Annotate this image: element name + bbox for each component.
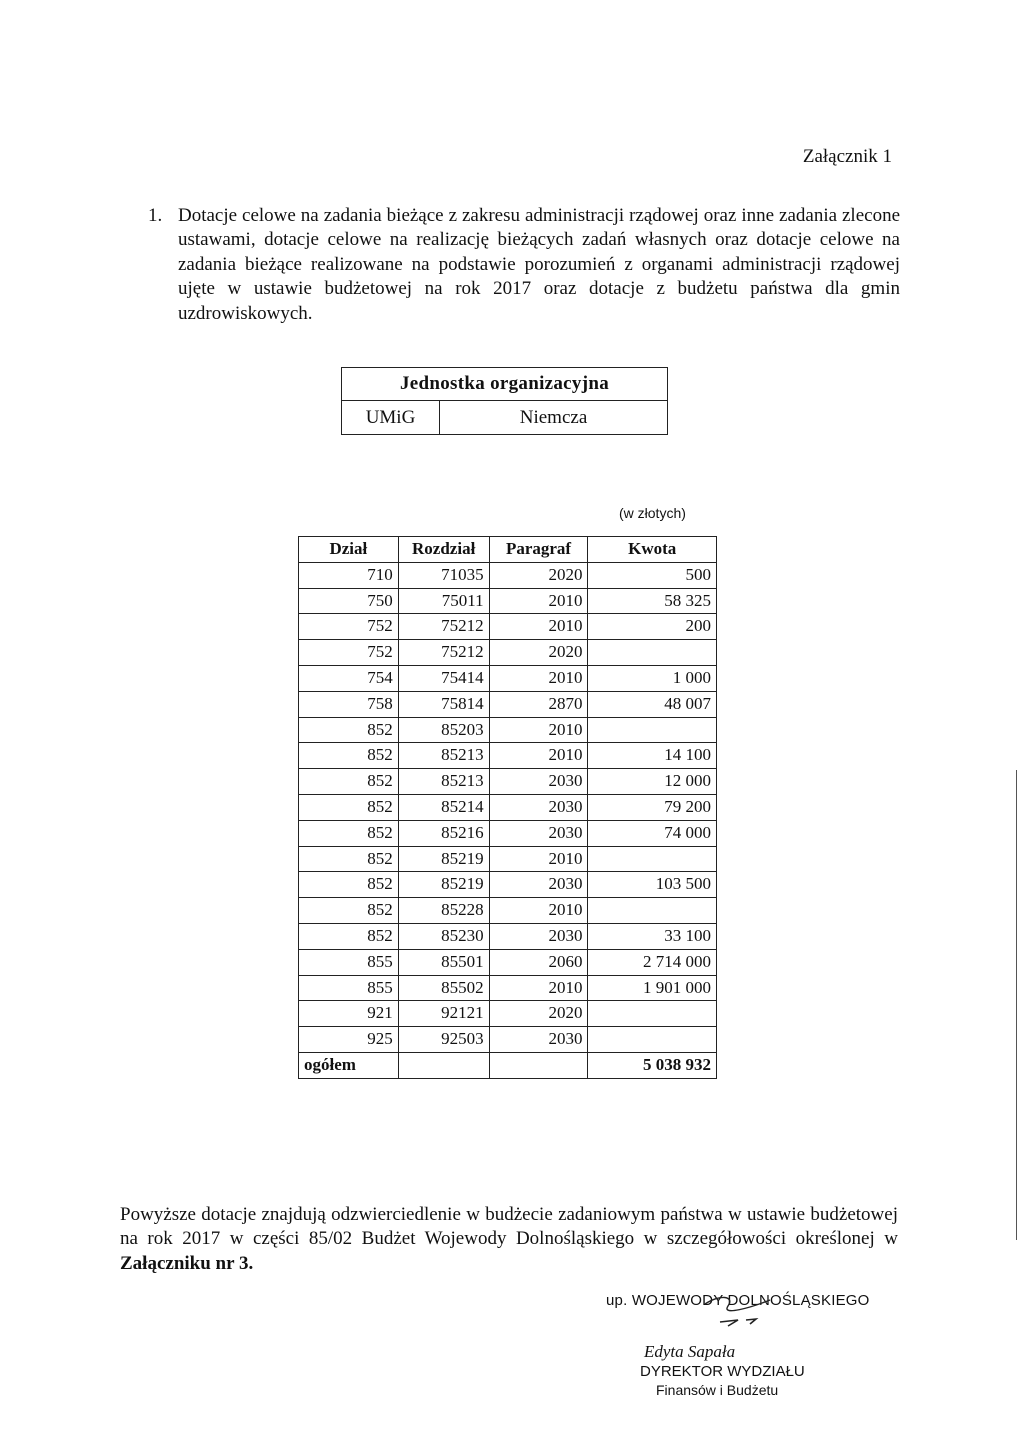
cell-rozdzial: 75212 [398,640,489,666]
summary-paragraph [120,1203,898,1276]
signature-department: Finansów i Budżetu [656,1382,779,1398]
table-row [299,562,717,588]
cell-rozdzial: 71035 [398,562,489,588]
col-header-rozdzial: Rozdział [398,537,489,563]
cell-kwota: 12 000 [588,769,717,795]
table-row [299,665,717,691]
table-row [299,923,717,949]
cell-dzial: 752 [299,614,399,640]
cell-dzial: 758 [299,691,399,717]
cell-dzial: 925 [299,1027,399,1053]
cell-rozdzial: 75212 [398,614,489,640]
cell-paragraf: 2010 [489,717,588,743]
signature-authority: up. WOJEWODY DOLNOŚLĄSKIEGO [606,1292,870,1309]
cell-paragraf: 2020 [489,1001,588,1027]
cell-rozdzial: 85203 [398,717,489,743]
cell-rozdzial: 85219 [398,872,489,898]
cell-dzial: 855 [299,975,399,1001]
cell-paragraf: 2030 [489,820,588,846]
cell-rozdzial: 75814 [398,691,489,717]
col-header-kwota: Kwota [588,537,717,563]
cell-kwota: 58 325 [588,588,717,614]
cell-paragraf: 2870 [489,691,588,717]
cell-dzial: 852 [299,743,399,769]
table-row [299,588,717,614]
cell-dzial: 852 [299,846,399,872]
cell-dzial: 852 [299,717,399,743]
table-row [299,691,717,717]
cell-dzial: 852 [299,872,399,898]
cell-kwota: 200 [588,614,717,640]
cell-rozdzial: 85228 [398,898,489,924]
total-label: ogółem [299,1052,399,1078]
signature-position: DYREKTOR WYDZIAŁU [640,1363,805,1380]
cell-kwota: 1 901 000 [588,975,717,1001]
grants-table [298,536,717,1079]
cell-paragraf: 2030 [489,769,588,795]
cell-kwota [588,1027,717,1053]
signature-name: Edyta Sapała [644,1342,736,1361]
cell-rozdzial: 75414 [398,665,489,691]
scan-edge-line [1016,770,1017,1240]
intro-text: Dotacje celowe na zadania bieżące z zakresu administracji rządowej oraz inne zadania zlecone ustawami, dotacje celowe na realizację bieżących zadań własnych oraz dotacje celowe na zadania bieżące realizowane na podstawie porozumień z organami administracji rządowej ujęte w ustawie budżetowej na rok 2017 oraz dotacje z budżetu państwa dla gmin uzdrowiskowych. [178,205,900,324]
cell-kwota: 2 714 000 [588,949,717,975]
cell-dzial: 852 [299,898,399,924]
cell-dzial: 921 [299,1001,399,1027]
table-header-row [299,537,717,563]
cell-paragraf: 2020 [489,562,588,588]
cell-dzial: 852 [299,794,399,820]
unit-header: Jednostka organizacyjna [342,368,668,401]
cell-dzial: 852 [299,923,399,949]
annex-title: Załącznik 1 [802,146,892,167]
table-row [299,743,717,769]
cell-paragraf: 2010 [489,743,588,769]
total-row [299,1052,717,1078]
total-empty-cell [398,1052,489,1078]
cell-dzial: 754 [299,665,399,691]
total-value: 5 038 932 [588,1052,717,1078]
table-row [299,949,717,975]
table-row [299,820,717,846]
cell-rozdzial: 75011 [398,588,489,614]
unit-name: Niemcza [440,401,668,435]
table-row [299,975,717,1001]
cell-rozdzial: 85501 [398,949,489,975]
cell-kwota: 48 007 [588,691,717,717]
cell-rozdzial: 85213 [398,769,489,795]
cell-paragraf: 2030 [489,923,588,949]
cell-kwota: 79 200 [588,794,717,820]
table-row [299,794,717,820]
cell-paragraf: 2060 [489,949,588,975]
summary-end: . [248,1252,254,1274]
col-header-paragraf: Paragraf [489,537,588,563]
cell-kwota: 14 100 [588,743,717,769]
cell-paragraf: 2010 [489,975,588,1001]
intro-paragraph [148,204,900,326]
cell-paragraf: 2030 [489,794,588,820]
unit-table [341,367,668,435]
cell-kwota: 1 000 [588,665,717,691]
cell-rozdzial: 85214 [398,794,489,820]
cell-paragraf: 2010 [489,588,588,614]
cell-rozdzial: 85230 [398,923,489,949]
handwritten-signature-icon [680,1286,820,1346]
cell-rozdzial: 85502 [398,975,489,1001]
cell-paragraf: 2010 [489,846,588,872]
cell-dzial: 752 [299,640,399,666]
cell-rozdzial: 85219 [398,846,489,872]
cell-paragraf: 2030 [489,872,588,898]
cell-kwota: 103 500 [588,872,717,898]
total-empty-cell [489,1052,588,1078]
table-row [299,1001,717,1027]
cell-paragraf: 2020 [489,640,588,666]
cell-paragraf: 2010 [489,614,588,640]
cell-kwota [588,1001,717,1027]
cell-dzial: 710 [299,562,399,588]
cell-paragraf: 2010 [489,898,588,924]
unit-code: UMiG [342,401,440,435]
cell-dzial: 750 [299,588,399,614]
col-header-dzial: Dział [299,537,399,563]
table-row [299,769,717,795]
currency-note: (w złotych) [619,505,686,521]
cell-kwota: 74 000 [588,820,717,846]
cell-kwota [588,898,717,924]
cell-kwota: 500 [588,562,717,588]
table-row [299,640,717,666]
table-row [299,1027,717,1053]
cell-kwota: 33 100 [588,923,717,949]
table-row [299,846,717,872]
table-row [299,614,717,640]
cell-dzial: 852 [299,769,399,795]
cell-rozdzial: 92503 [398,1027,489,1053]
summary-emphasis: Załączniku nr 3 [120,1252,249,1274]
cell-paragraf: 2010 [489,665,588,691]
cell-kwota [588,640,717,666]
cell-paragraf: 2030 [489,1027,588,1053]
table-row [299,717,717,743]
cell-dzial: 852 [299,820,399,846]
cell-kwota [588,717,717,743]
intro-number: 1. [148,205,163,226]
cell-rozdzial: 85213 [398,743,489,769]
table-row [299,898,717,924]
cell-rozdzial: 92121 [398,1001,489,1027]
cell-dzial: 855 [299,949,399,975]
table-row [299,872,717,898]
cell-rozdzial: 85216 [398,820,489,846]
cell-kwota [588,846,717,872]
summary-text: Powyższe dotacje znajdują odzwierciedlenie w budżecie zadaniowym państwa w ustawie budżetowej na rok 2017 w części 85/02 Budżet Wojewody Dolnośląskiego w szczegółowości określonej w [120,1204,898,1250]
